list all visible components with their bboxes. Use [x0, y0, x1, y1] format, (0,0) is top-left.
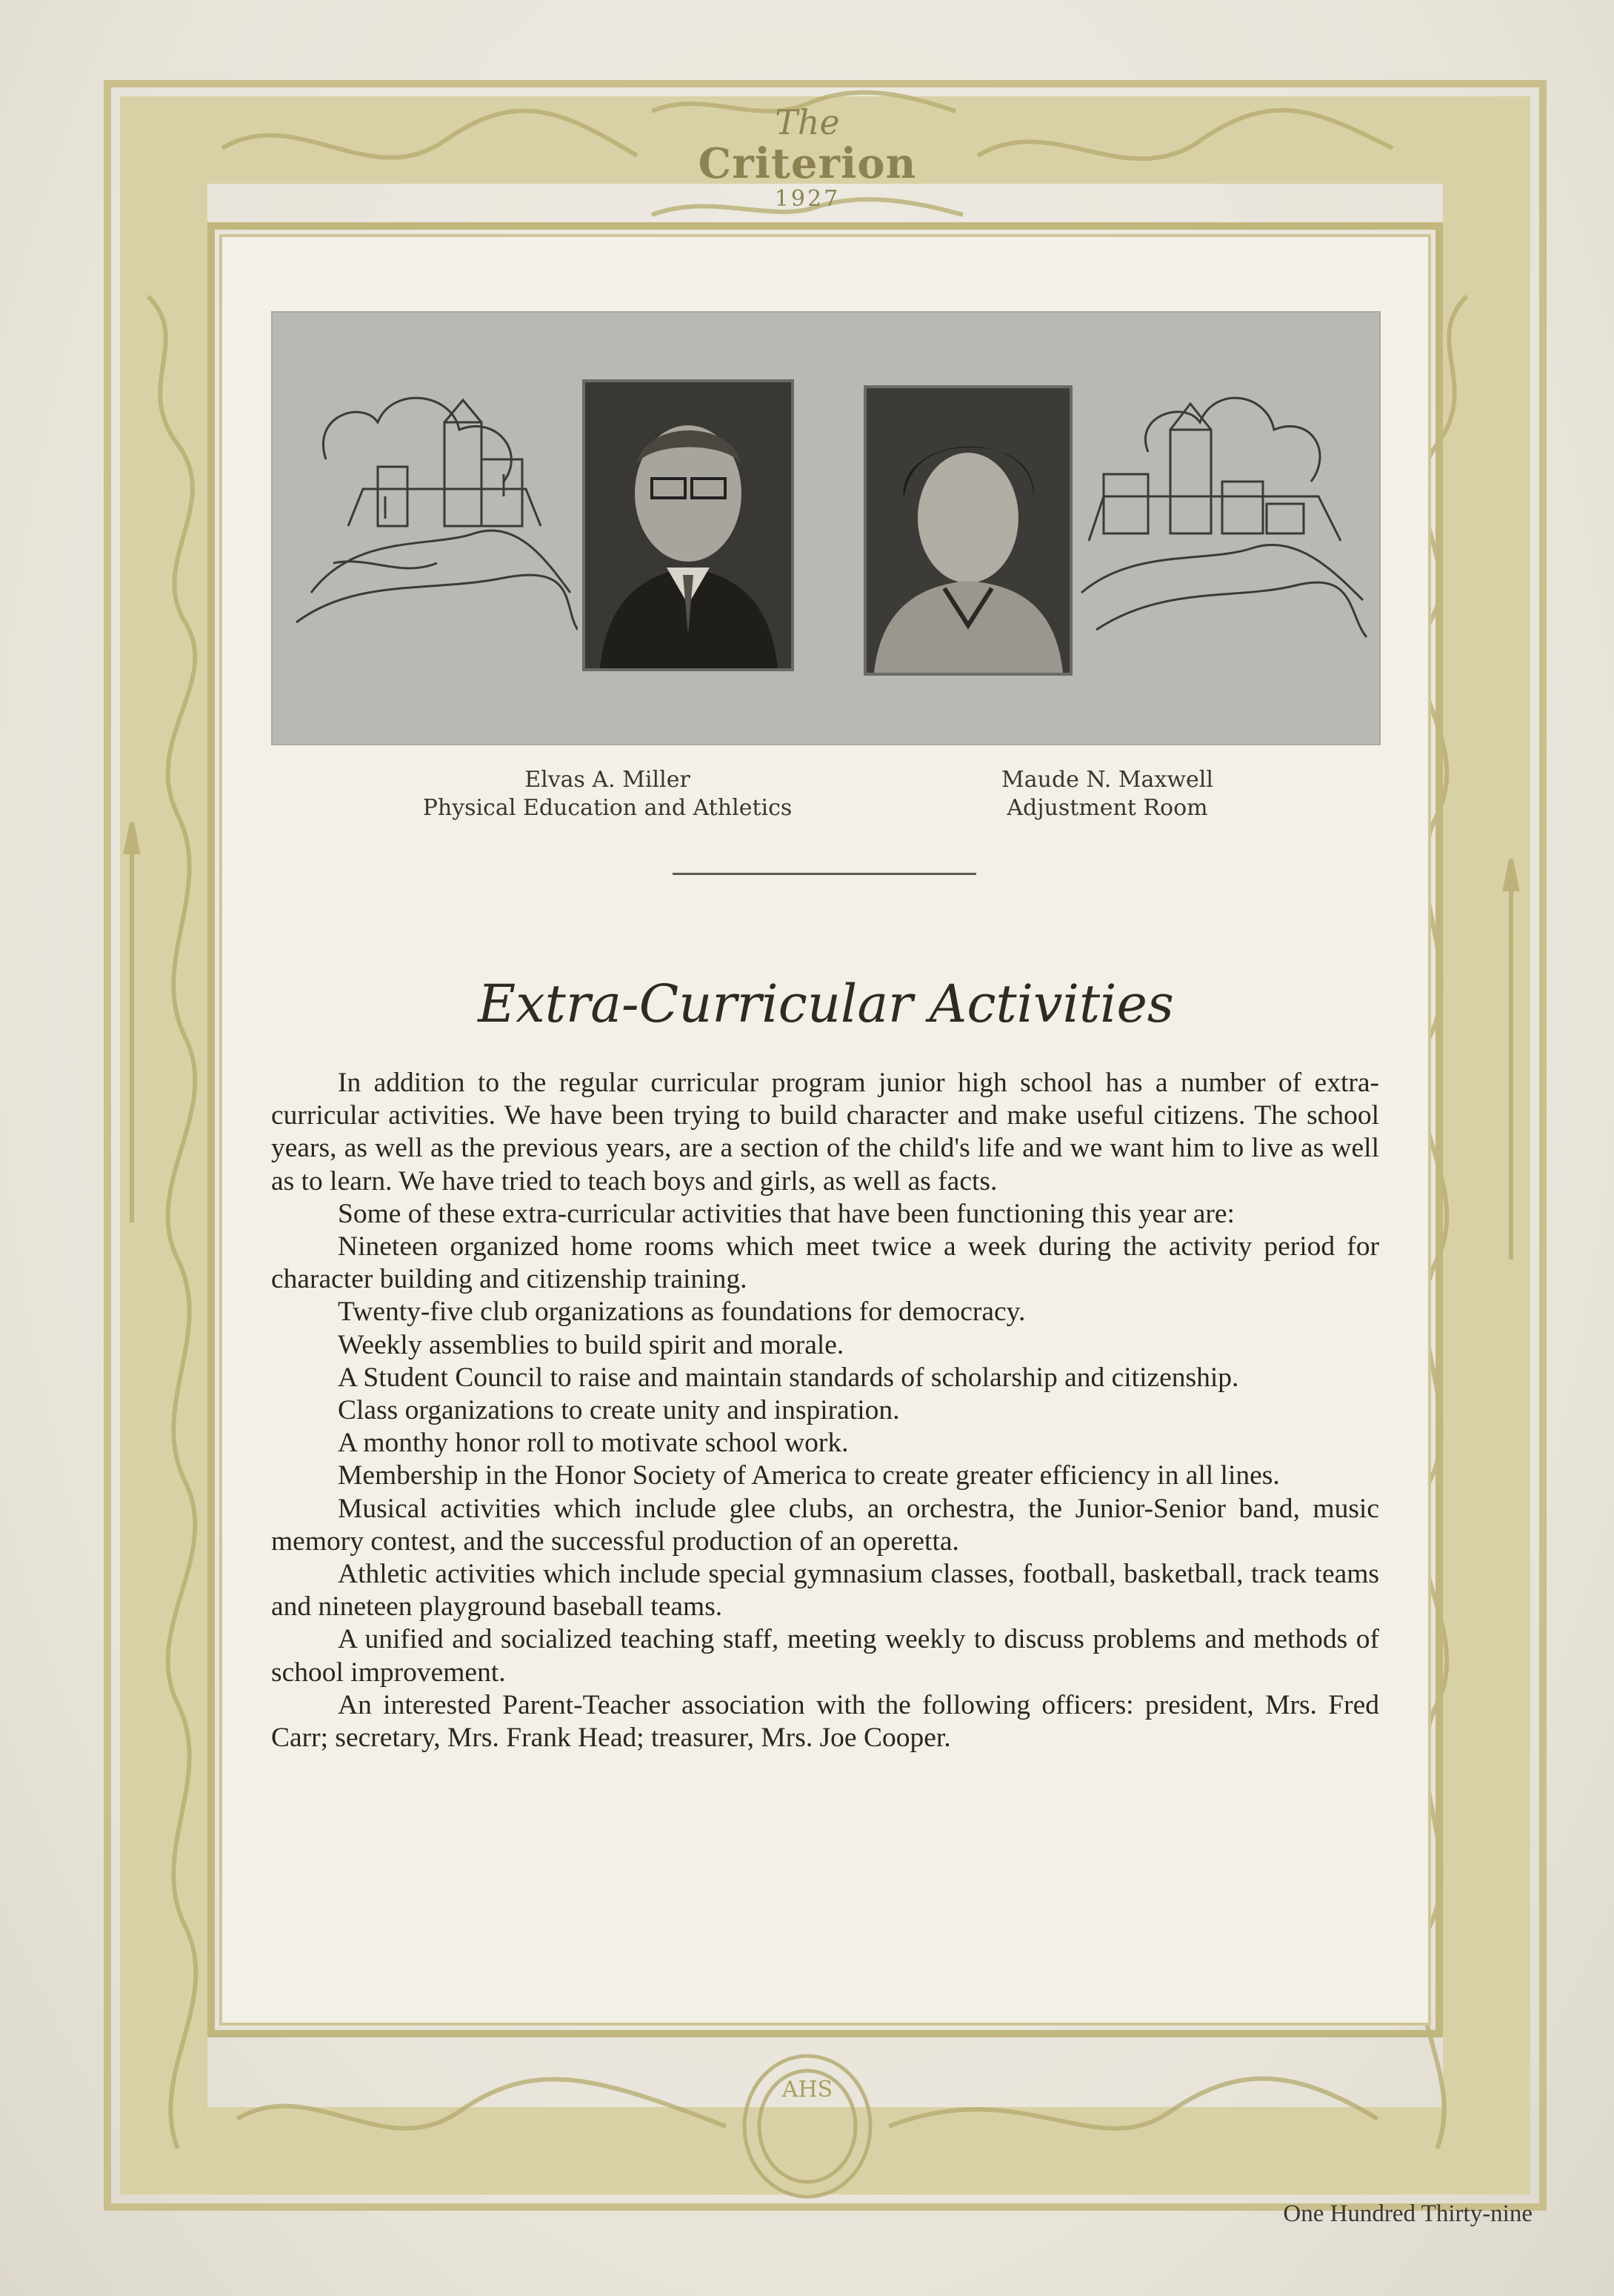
article-body — [271, 1067, 1379, 1754]
article-paragraph: In addition to the regular curricular program junior high school has a number of extra-curricular activities. We have been trying to build character and make useful citizens. The school years, as well as the previous years, are a section of the child's life and we want him to live as well as to learn. We have tried to teach boys and girls, as well as facts. — [271, 1068, 1379, 1197]
svg-text:AHS: AHS — [781, 2077, 833, 2103]
article-paragraph: A monthy honor roll to motivate school work. — [338, 1428, 849, 1459]
caption-role: Physical Education and Athletics — [422, 795, 793, 821]
caption-role: Adjustment Room — [1007, 795, 1208, 821]
article-paragraph: An interested Parent-Teacher association with the following officers: president, Mrs. Fred Carr; secretary, Mrs. Frank Head; treasurer, Mrs. Joe Cooper. — [271, 1689, 1379, 1754]
article-paragraph: Athletic activities which include special gymnasium classes, football, basketball, track teams and nineteen playground baseball teams. — [271, 1559, 1379, 1623]
caption-name: Elvas A. Miller — [524, 767, 690, 793]
castle-illustration-right-icon — [1074, 370, 1370, 682]
portrait-woman-icon — [867, 388, 1070, 673]
article-paragraph: A Student Council to raise and maintain standards of scholarship and citizenship. — [338, 1362, 1239, 1393]
masthead-title: Criterion — [698, 139, 917, 188]
article-title: Extra-Curricular Activities — [478, 974, 1174, 1034]
article-paragraph: Musical activities which include glee clubs, an orchestra, the Junior-Senior band, music memory contest, and the successful production of an operetta. — [271, 1493, 1379, 1557]
masthead-the: The — [775, 102, 840, 142]
article-paragraph: Nineteen organized home rooms which meet twice a week during the activity period for character building and citizenship training. — [271, 1231, 1379, 1295]
article-paragraph: A unified and socialized teaching staff, meeting weekly to discuss problems and methods of school improvement. — [271, 1624, 1379, 1688]
caption-elvas-miller — [348, 766, 867, 822]
masthead-year: 1927 — [774, 186, 841, 212]
caption-maude-maxwell — [926, 766, 1289, 822]
portrait-man-icon — [585, 382, 791, 668]
article-paragraph: Class organizations to create unity and inspiration. — [338, 1395, 900, 1426]
article-paragraph: Twenty-five club organizations as foundations for democracy. — [338, 1297, 1026, 1328]
article-paragraph: Some of these extra-curricular activities that have been functioning this year are: — [338, 1198, 1235, 1229]
portrait-maude-maxwell — [864, 385, 1073, 676]
portrait-elvas-miller — [582, 379, 794, 671]
article-paragraph: Membership in the Honor Society of America to create greater efficiency in all lines. — [338, 1460, 1280, 1491]
page-number: One Hundred Thirty-nine — [1283, 2200, 1533, 2227]
castle-illustration-left-icon — [281, 370, 578, 682]
article-paragraph: Weekly assemblies to build spirit and morale. — [338, 1329, 844, 1360]
caption-name: Maude N. Maxwell — [1001, 767, 1213, 793]
masthead — [667, 104, 948, 212]
section-divider — [673, 873, 976, 875]
